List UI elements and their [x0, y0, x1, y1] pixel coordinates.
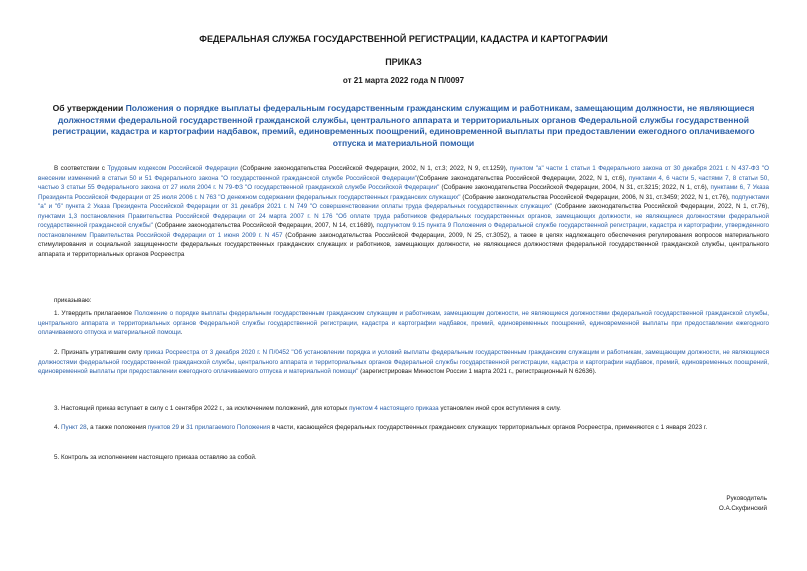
item-link[interactable]: пунктом 4 настоящего приказа — [349, 405, 439, 412]
preamble-text: (Собрание законодательства Российской Федерации, 2002, N 1, ст.3; 2022, N 9, ст.1259), — [237, 165, 510, 172]
document-type: ПРИКАЗ — [385, 57, 422, 67]
item-text: 1. Утвердить прилагаемое — [54, 310, 135, 317]
signature-role: Руководитель — [726, 495, 767, 502]
preamble-text: (Собрание законодательства Российской Федерации, 2022, N 1, ст.6), — [417, 174, 629, 182]
item-text: . — [180, 329, 183, 336]
item-text: (зарегистрирован Минюстом России 1 марта 2021 г., регистрационный N 62636). — [358, 368, 597, 375]
order-item-1 — [38, 309, 769, 338]
item-link[interactable]: Пункт 28 — [61, 424, 87, 431]
order-item-4 — [38, 423, 769, 433]
preamble-text: (Собрание законодательства Российской Федерации, 2004, N 31, ст.3215; 2022, N 1, ст.6), — [439, 184, 711, 191]
item-link[interactable]: пунктов 29 — [147, 424, 180, 431]
preamble-text: (Собрание законодательства Российской Федерации, 2009, N 25, ст.3052), а также в целях надлежащего обеспечения регулирования вопросов материального стимулирования и социальной защищенности федеральных государственных гражданских служащих и работников, замещающих должности, не являющиеся должностями федеральной государственной гражданской службы, центрального аппарата и территориальных органов Росреестра — [38, 231, 769, 258]
item-text: 3. Настоящий приказ вступает в силу с 1 сентября 2022 г., за исключением положений, для которых — [54, 405, 350, 412]
title-prefix: Об утверждении — [52, 103, 126, 113]
preamble-text: В соответствии с — [54, 165, 108, 172]
preamble-link[interactable]: Трудовым кодексом Российской Федерации — [107, 165, 238, 172]
preamble-link[interactable]: подпунктом 9.15 пункта 9 Положения о Федеральной службе государственной регистрации, кадастра и картографии, утвержденного постановлением Правительства Российской Федерации от 1 июня 2009 г. N 457 — [38, 222, 769, 239]
document-date: от 21 марта 2022 года N П/0097 — [342, 76, 465, 85]
item-text: 4. — [54, 424, 62, 431]
agency-name: ФЕДЕРАЛЬНАЯ СЛУЖБА ГОСУДАРСТВЕННОЙ РЕГИСТРАЦИИ, КАДАСТРА И КАРТОГРАФИИ — [199, 34, 608, 44]
order-item-5: 5. Контроль за исполнением настоящего приказа оставляю за собой. — [54, 454, 257, 461]
preamble-text: (Собрание законодательства Российской Федерации, 2006, N 31, ст.3459; 2022, N 1, ст.76), — [460, 193, 732, 201]
preamble-paragraph — [38, 164, 769, 259]
item-link[interactable]: приказ Росреестра от 3 декабря 2020 г. N П/0452 "Об установлении порядка и условий выплаты федеральным государственным гражданским служащим и работникам, замещающим должности, не являющиеся должностями федеральной государственной гражданской службы, центрального аппарата и территориальных органов Федеральной службы государственной регистрации, кадастра и картографии надбавок, премий, единовременных поощрений, единовременной выплаты при предоставлении ежегодного оплачиваемого отпуска и материальной помощи" — [38, 349, 769, 375]
preamble-link[interactable]: подпунктами "а" и "б" пункта 2 Указа Президента Российской Федерации от 31 декабря 2021 г. N 749 "О совершенствовании оплаты труда федеральных государственных служащих" — [38, 193, 769, 210]
order-item-2 — [38, 348, 769, 377]
item-text: 2. Признать утратившим силу — [54, 349, 144, 356]
item-link[interactable]: 31 прилагаемого Положения — [186, 424, 271, 431]
item-text: и — [179, 424, 187, 431]
preamble-link[interactable]: пунктами 6, 7 Указа Президента Российской Федерации от 25 июля 2006 г. N 763 "О денежном содержании федеральных государственных гражданских служащих" — [38, 184, 769, 201]
item-link[interactable]: Положение о порядке выплаты федеральным государственным гражданским служащим и работникам, замещающим должности, не являющиеся должностями федеральной государственной гражданской службы, центрального аппарата и территориальных органов Федеральной службы государственной регистрации, кадастра и картографии надбавок, премий, единовременных поощрений, единовременной выплаты при предоставлении ежегодного оплачиваемого отпуска и материальной помощи — [38, 310, 769, 336]
title-link[interactable]: Положения о порядке выплаты федеральным государственным гражданским служащим и работникам, замещающим должности, не являющиеся должностями федеральной государственной гражданской службы, центрального аппарата и территориальных органов Федеральной службы государственной регистрации, кадастра и картографии надбавок, премий, единовременных поощрений, единовременной выплаты при предоставлении ежегодного оплачиваемого отпуска и материальной помощи — [52, 103, 755, 148]
signature-name: О.А.Скуфинский — [718, 505, 767, 512]
preamble-link[interactable]: пунктами 1,3 постановления Правительства Российской Федерации от 24 марта 2007 г. N 176 "Об оплате труда работников федеральных государственных органов, замещающих должности, не являющиеся должностями федеральной государственной гражданской службы" — [38, 212, 769, 229]
preamble-text: (Собрание законодательства Российской Федерации, 2022, N 1, ст.76), — [552, 203, 769, 210]
item-text: установлен иной срок вступления в силу. — [438, 405, 561, 412]
ordered-word: приказываю: — [54, 297, 92, 304]
document-title — [38, 103, 769, 149]
preamble-link[interactable]: пунктом "а" части 1 статьи 1 Федерального закона от 30 декабря 2021 г. N 437-ФЗ "О внесении изменений в статьи 50 и 51 Федерального закона "О государственной гражданской службе Российской Федерации" — [38, 165, 770, 182]
preamble-text: (Собрание законодательства Российской Федерации, 2007, N 14, ст.1689), — [152, 222, 377, 229]
item-text: в части, касающейся федеральных государственных гражданских служащих территориальных органов Росреестра, применяются с 1 января 2023 г. — [270, 424, 708, 431]
order-item-3 — [38, 404, 769, 414]
preamble-link[interactable]: пунктами 4, 6 части 5, частями 7, 8 статьи 50, частью 3 статьи 55 Федерального закона от 27 июля 2004 г. N 79-ФЗ "О государственной гражданской службе Российской Федерации" — [38, 174, 769, 191]
item-text: , а также положения — [86, 424, 148, 431]
